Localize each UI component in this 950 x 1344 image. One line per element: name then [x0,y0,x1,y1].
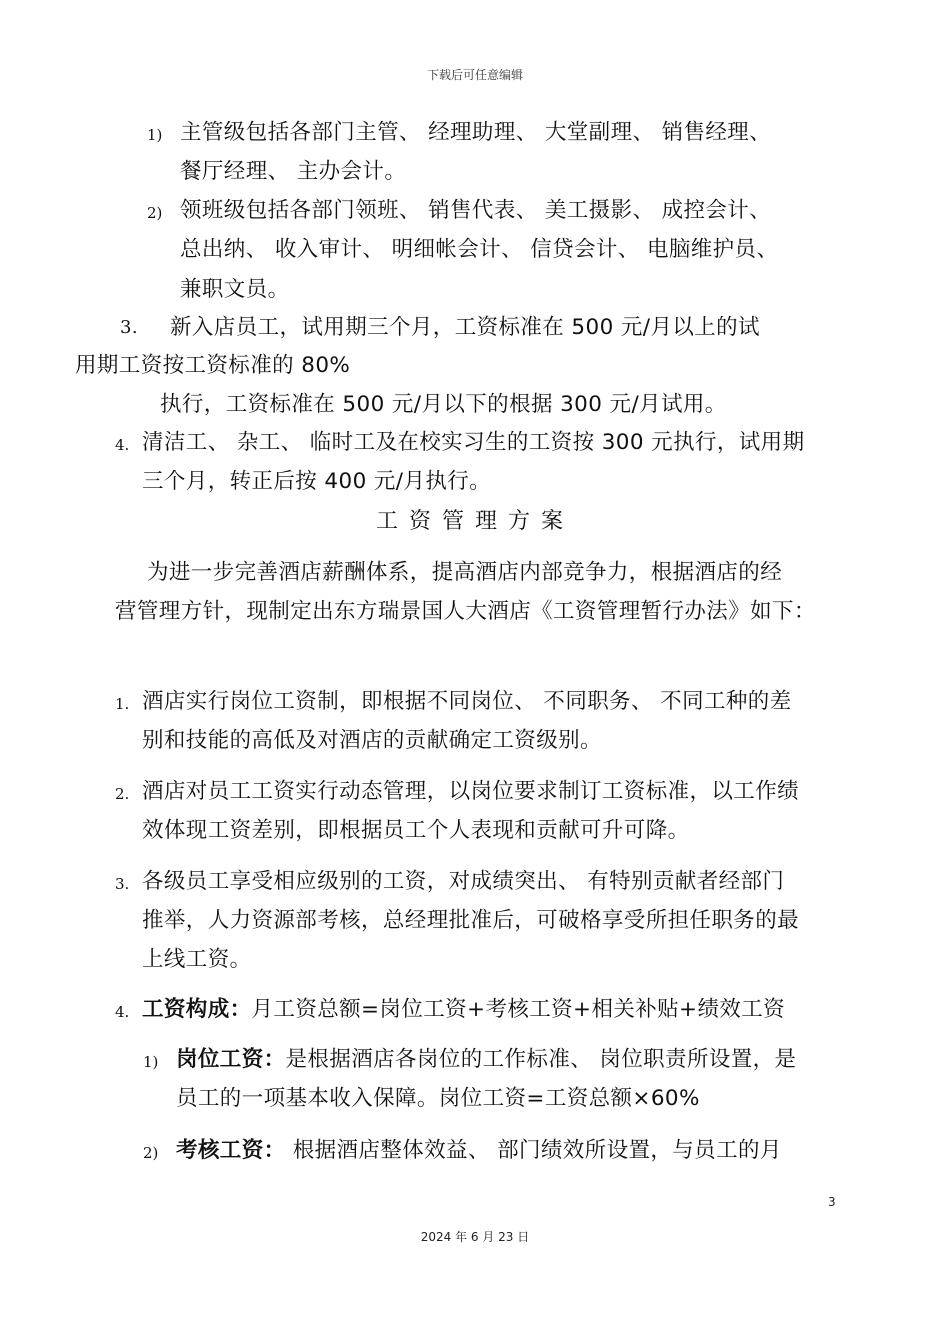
list-marker: 1) [147,126,163,144]
wage-composition-label: 工资构成： [142,997,252,1022]
paragraph-line: 清洁工、 杂工、 临时工及在校实习生的工资按 300 元执行，试用期 [142,430,805,455]
sub-item-text: 根据酒店整体效益、 部门绩效所设置，与员工的月 [285,1138,782,1163]
footer-date: 2024 年 6 月 23 日 [420,1230,530,1244]
list-marker: 2) [147,204,163,222]
list-item-line: 上线工资。 [142,947,252,972]
wage-composition-text: 月工资总额=岗位工资+考核工资+相关补贴+绩效工资 [251,997,786,1022]
section-title: 工资管理方案 [375,509,574,534]
intro-line: 为进一步完善酒店薪酬体系，提高酒店内部竞争力，根据酒店的经 [147,560,783,585]
paragraph-line: 三个月，转正后按 400 元/月执行。 [142,469,492,494]
intro-line: 营管理方针，现制定出东方瑞景国人大酒店《工资管理暂行办法》如下： [115,599,816,624]
sub-item-line [176,1041,796,1079]
sub-item-line [176,1132,782,1170]
list-marker: 2) [143,1144,159,1162]
sub-item-label: 岗位工资： [176,1047,286,1072]
page-header: 下载后可任意编辑 [426,68,523,82]
paragraph-line: 新入店员工，试用期三个月，工资标准在 500 元/月以上的试 [170,315,760,340]
paragraph-line: 用期工资按工资标准的 80% [75,353,351,378]
list-item-line: 别和技能的高低及对酒店的贡献确定工资级别。 [142,728,602,753]
wage-composition-line [142,991,785,1029]
list-marker: 4. [115,436,130,454]
list-marker: 2. [115,785,130,803]
list-marker: 3. [115,875,130,893]
list-item-line: 各级员工享受相应级别的工资，对成绩突出、 有特别贡献者经部门 [142,869,785,894]
page-number: 3 [828,1195,836,1209]
sub-item-label: 考核工资： [176,1138,286,1163]
paragraph-line: 执行，工资标准在 500 元/月以下的根据 300 元/月试用。 [160,392,727,417]
list-item-line: 兼职文员。 [180,277,290,302]
list-item-line: 领班级包括各部门领班、 销售代表、 美工摄影、 成控会计、 [180,198,772,223]
list-item-line: 主管级包括各部门主管、 经理助理、 大堂副理、 销售经理、 [180,120,772,145]
list-marker: 3. [120,317,138,338]
sub-item-line: 员工的一项基本收入保障。岗位工资=工资总额×60% [176,1086,700,1111]
list-item-line: 酒店实行岗位工资制，即根据不同岗位、 不同职务、 不同工种的差 [142,689,792,714]
list-marker: 4. [115,1003,130,1021]
list-item-line: 效体现工资差别，即根据员工个人表现和贡献可升可降。 [142,818,690,843]
list-item-line: 餐厅经理、 主办会计。 [180,159,407,184]
list-marker: 1) [143,1053,159,1071]
list-item-line: 推举，人力资源部考核，总经理批准后，可破格享受所担任职务的最 [142,908,800,933]
sub-item-text: 是根据酒店各岗位的工作标准、 岗位职责所设置，是 [285,1047,797,1072]
list-marker: 1. [115,695,130,713]
list-item-line: 酒店对员工工资实行动态管理，以岗位要求制订工资标准，以工作绩 [142,779,800,804]
list-item-line: 总出纳、 收入审计、 明细帐会计、 信贷会计、 电脑维护员、 [180,237,779,262]
